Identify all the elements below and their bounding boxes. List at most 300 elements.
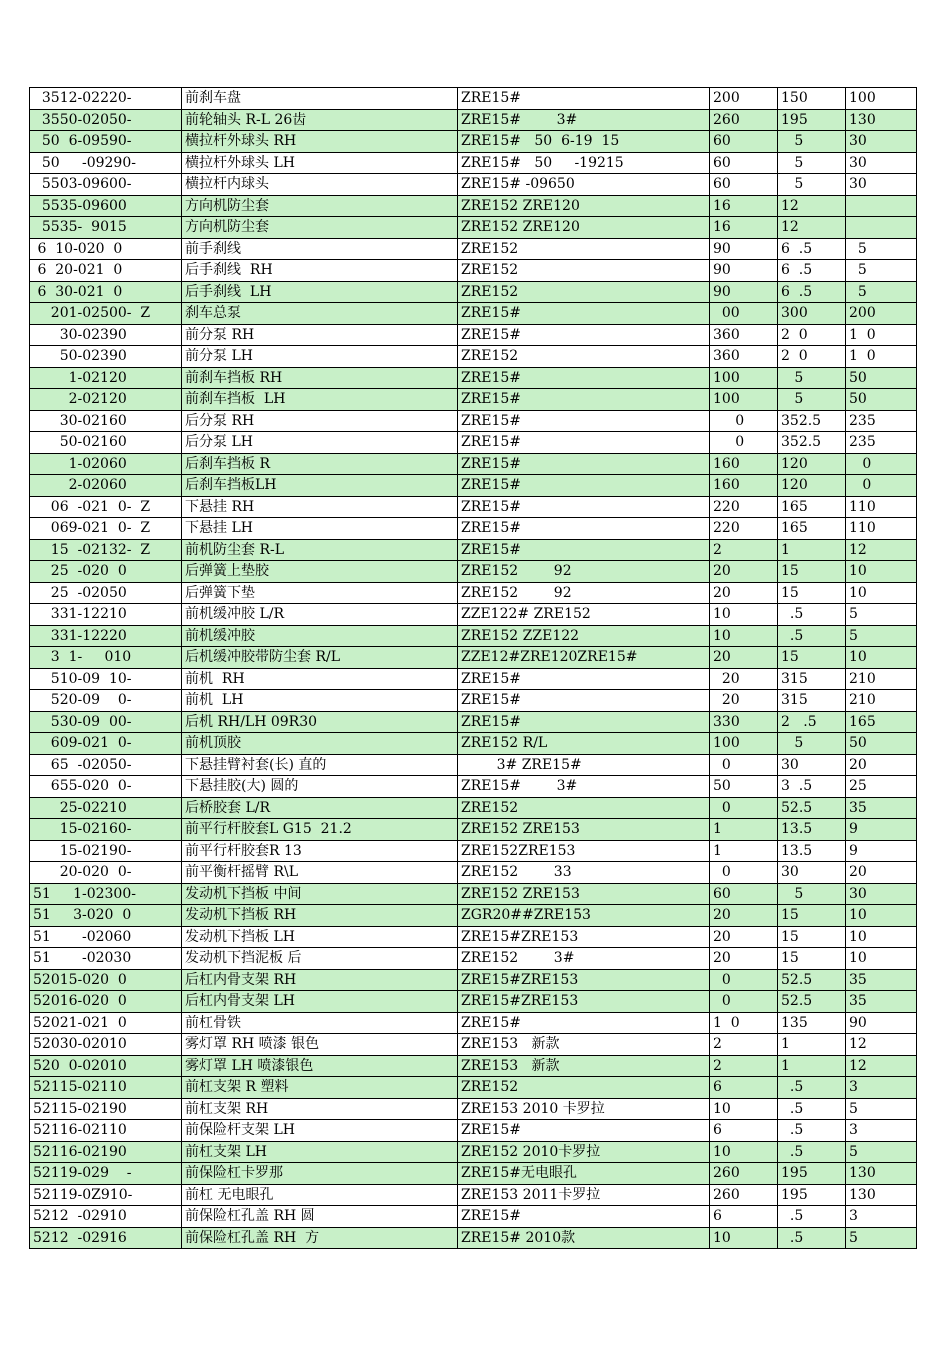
- value-3-cell: 110: [846, 518, 917, 540]
- value-3-cell: 3: [846, 1077, 917, 1099]
- value-3-cell: 10: [846, 926, 917, 948]
- value-3-cell: 10: [846, 582, 917, 604]
- table-row: [30, 905, 917, 927]
- table-row: [30, 539, 917, 561]
- part-number-cell: 5535-09600: [30, 195, 182, 217]
- table-row: [30, 88, 917, 110]
- value-3-cell: 10: [846, 561, 917, 583]
- model-cell: ZRE15#: [458, 432, 710, 454]
- part-name-cell: 后手刹线 RH: [182, 260, 458, 282]
- part-number-cell: 609-021 0-: [30, 733, 182, 755]
- value-2-cell: 315: [778, 668, 846, 690]
- value-2-cell: 15: [778, 926, 846, 948]
- value-3-cell: 50: [846, 733, 917, 755]
- value-1-cell: 260: [710, 1163, 778, 1185]
- value-1-cell: 0: [710, 969, 778, 991]
- value-3-cell: 5: [846, 260, 917, 282]
- value-2-cell: .5: [778, 1098, 846, 1120]
- part-number-cell: 5212 -02910: [30, 1206, 182, 1228]
- model-cell: ZRE15#: [458, 1012, 710, 1034]
- model-cell: ZRE15#: [458, 303, 710, 325]
- part-name-cell: 下悬挂 RH: [182, 496, 458, 518]
- value-2-cell: 352.5: [778, 432, 846, 454]
- value-2-cell: 15: [778, 647, 846, 669]
- value-3-cell: 20: [846, 862, 917, 884]
- part-name-cell: 前刹车盘: [182, 88, 458, 110]
- part-number-cell: 65 -02050-: [30, 754, 182, 776]
- value-3-cell: 35: [846, 991, 917, 1013]
- part-number-cell: 52115-02110: [30, 1077, 182, 1099]
- part-name-cell: 后弹簧上垫胶: [182, 561, 458, 583]
- part-number-cell: 5503-09600-: [30, 174, 182, 196]
- value-3-cell: 5: [846, 1227, 917, 1249]
- value-2-cell: 13.5: [778, 840, 846, 862]
- part-number-cell: 52115-02190: [30, 1098, 182, 1120]
- value-1-cell: 20: [710, 905, 778, 927]
- part-name-cell: 发动机下挡泥板 后: [182, 948, 458, 970]
- model-cell: ZRE15# 3#: [458, 776, 710, 798]
- table-row: [30, 1034, 917, 1056]
- value-3-cell: 5: [846, 1098, 917, 1120]
- part-name-cell: 前杠 无电眼孔: [182, 1184, 458, 1206]
- value-1-cell: 60: [710, 174, 778, 196]
- table-row: [30, 754, 917, 776]
- value-2-cell: .5: [778, 604, 846, 626]
- value-2-cell: 2 0: [778, 324, 846, 346]
- model-cell: ZRE15#: [458, 410, 710, 432]
- value-1-cell: 20: [710, 582, 778, 604]
- value-2-cell: .5: [778, 625, 846, 647]
- value-1-cell: 2: [710, 1034, 778, 1056]
- table-row: [30, 453, 917, 475]
- value-2-cell: .5: [778, 1141, 846, 1163]
- value-3-cell: 130: [846, 109, 917, 131]
- value-3-cell: 3: [846, 1120, 917, 1142]
- value-1-cell: 260: [710, 1184, 778, 1206]
- part-number-cell: 3512-02220-: [30, 88, 182, 110]
- part-name-cell: 雾灯罩 RH 喷漆 银色: [182, 1034, 458, 1056]
- part-name-cell: 前机缓冲胶: [182, 625, 458, 647]
- model-cell: ZRE15#: [458, 324, 710, 346]
- table-row: [30, 410, 917, 432]
- model-cell: ZRE152: [458, 260, 710, 282]
- value-2-cell: 315: [778, 690, 846, 712]
- part-number-cell: 52116-02110: [30, 1120, 182, 1142]
- part-name-cell: 横拉杆内球头: [182, 174, 458, 196]
- value-3-cell: 90: [846, 1012, 917, 1034]
- model-cell: ZRE152 ZZE122: [458, 625, 710, 647]
- value-1-cell: 90: [710, 281, 778, 303]
- value-3-cell: 5: [846, 281, 917, 303]
- part-name-cell: 刹车总泵: [182, 303, 458, 325]
- part-number-cell: 5535- 9015: [30, 217, 182, 239]
- model-cell: ZRE153 新款: [458, 1055, 710, 1077]
- part-number-cell: 530-09 00-: [30, 711, 182, 733]
- model-cell: ZRE152 ZRE153: [458, 819, 710, 841]
- parts-table: [29, 87, 917, 1249]
- value-3-cell: 5: [846, 238, 917, 260]
- part-name-cell: 后桥胶套 L/R: [182, 797, 458, 819]
- table-row: [30, 346, 917, 368]
- part-name-cell: 后机 RH/LH 09R30: [182, 711, 458, 733]
- part-number-cell: 655-020 0-: [30, 776, 182, 798]
- value-1-cell: 0: [710, 862, 778, 884]
- table-row: [30, 496, 917, 518]
- value-1-cell: 0: [710, 410, 778, 432]
- value-2-cell: 1: [778, 1034, 846, 1056]
- value-2-cell: 12: [778, 217, 846, 239]
- value-1-cell: 220: [710, 496, 778, 518]
- part-number-cell: 201-02500- Z: [30, 303, 182, 325]
- value-1-cell: 2: [710, 539, 778, 561]
- model-cell: 3# ZRE15#: [458, 754, 710, 776]
- value-2-cell: .5: [778, 1227, 846, 1249]
- value-3-cell: 235: [846, 432, 917, 454]
- value-2-cell: 30: [778, 754, 846, 776]
- table-row: [30, 303, 917, 325]
- part-number-cell: 30-02160: [30, 410, 182, 432]
- value-3-cell: 10: [846, 905, 917, 927]
- table-row: [30, 475, 917, 497]
- model-cell: ZRE152 ZRE153: [458, 883, 710, 905]
- table-row: [30, 948, 917, 970]
- model-cell: ZRE152: [458, 1077, 710, 1099]
- part-number-cell: 25-02210: [30, 797, 182, 819]
- part-number-cell: 20-020 0-: [30, 862, 182, 884]
- value-2-cell: 13.5: [778, 819, 846, 841]
- table-row: [30, 432, 917, 454]
- part-name-cell: 前杠支架 LH: [182, 1141, 458, 1163]
- part-number-cell: 30-02390: [30, 324, 182, 346]
- model-cell: ZRE152: [458, 346, 710, 368]
- value-2-cell: 352.5: [778, 410, 846, 432]
- value-1-cell: 200: [710, 88, 778, 110]
- value-1-cell: 0: [710, 797, 778, 819]
- value-3-cell: 3: [846, 1206, 917, 1228]
- value-1-cell: 1: [710, 840, 778, 862]
- value-1-cell: 2: [710, 1055, 778, 1077]
- part-number-cell: 50 -09290-: [30, 152, 182, 174]
- part-number-cell: 51 1-02300-: [30, 883, 182, 905]
- part-name-cell: 前杠支架 R 塑料: [182, 1077, 458, 1099]
- part-name-cell: 后刹车挡板LH: [182, 475, 458, 497]
- value-2-cell: 15: [778, 948, 846, 970]
- value-2-cell: 5: [778, 174, 846, 196]
- value-1-cell: 6: [710, 1206, 778, 1228]
- part-name-cell: 前轮轴头 R-L 26齿: [182, 109, 458, 131]
- part-name-cell: 下悬挂臂衬套(长) 直的: [182, 754, 458, 776]
- part-name-cell: 前机顶胶: [182, 733, 458, 755]
- value-3-cell: 235: [846, 410, 917, 432]
- value-3-cell: 35: [846, 969, 917, 991]
- value-1-cell: 360: [710, 324, 778, 346]
- value-2-cell: 15: [778, 561, 846, 583]
- model-cell: ZRE15#: [458, 711, 710, 733]
- part-number-cell: 5212 -02916: [30, 1227, 182, 1249]
- table-row: [30, 647, 917, 669]
- part-name-cell: 雾灯罩 LH 喷漆银色: [182, 1055, 458, 1077]
- table-row: [30, 991, 917, 1013]
- model-cell: ZRE15#: [458, 518, 710, 540]
- part-name-cell: 方向机防尘套: [182, 195, 458, 217]
- value-2-cell: 5: [778, 733, 846, 755]
- part-name-cell: 下悬挂胶(大) 圆的: [182, 776, 458, 798]
- part-number-cell: 52016-020 0: [30, 991, 182, 1013]
- value-1-cell: 100: [710, 733, 778, 755]
- value-1-cell: 60: [710, 883, 778, 905]
- table-row: [30, 131, 917, 153]
- model-cell: ZRE15# 50 -19215: [458, 152, 710, 174]
- model-cell: ZRE153 新款: [458, 1034, 710, 1056]
- model-cell: ZRE153 2011卡罗拉: [458, 1184, 710, 1206]
- value-1-cell: 90: [710, 260, 778, 282]
- value-3-cell: 10: [846, 948, 917, 970]
- part-number-cell: 510-09 10-: [30, 668, 182, 690]
- value-2-cell: 6 .5: [778, 281, 846, 303]
- part-name-cell: 前刹车挡板 LH: [182, 389, 458, 411]
- value-1-cell: 260: [710, 109, 778, 131]
- value-2-cell: 5: [778, 367, 846, 389]
- value-2-cell: 195: [778, 1163, 846, 1185]
- part-number-cell: 15-02160-: [30, 819, 182, 841]
- part-name-cell: 前机缓冲胶 L/R: [182, 604, 458, 626]
- table-row: [30, 324, 917, 346]
- table-row: [30, 883, 917, 905]
- value-2-cell: .5: [778, 1077, 846, 1099]
- value-2-cell: 300: [778, 303, 846, 325]
- model-cell: ZRE152 2010卡罗拉: [458, 1141, 710, 1163]
- part-number-cell: 520 0-02010: [30, 1055, 182, 1077]
- value-3-cell: 25: [846, 776, 917, 798]
- model-cell: ZRE15#: [458, 475, 710, 497]
- model-cell: ZRE153 2010 卡罗拉: [458, 1098, 710, 1120]
- table-row: [30, 561, 917, 583]
- table-row: [30, 367, 917, 389]
- value-1-cell: 0: [710, 991, 778, 1013]
- table-row: [30, 797, 917, 819]
- value-1-cell: 10: [710, 1141, 778, 1163]
- part-name-cell: 前机 RH: [182, 668, 458, 690]
- model-cell: ZRE15#: [458, 88, 710, 110]
- table-row: [30, 518, 917, 540]
- value-1-cell: 360: [710, 346, 778, 368]
- part-name-cell: 方向机防尘套: [182, 217, 458, 239]
- value-3-cell: 5: [846, 625, 917, 647]
- model-cell: ZRE15# 3#: [458, 109, 710, 131]
- part-name-cell: 前分泵 RH: [182, 324, 458, 346]
- table-row: [30, 969, 917, 991]
- value-1-cell: 160: [710, 453, 778, 475]
- table-row: [30, 582, 917, 604]
- part-name-cell: 发动机下挡板 LH: [182, 926, 458, 948]
- part-number-cell: 15 -02132- Z: [30, 539, 182, 561]
- part-name-cell: 后杠内骨支架 RH: [182, 969, 458, 991]
- part-number-cell: 3 1- 010: [30, 647, 182, 669]
- model-cell: ZRE15#: [458, 690, 710, 712]
- value-3-cell: 30: [846, 152, 917, 174]
- value-3-cell: 30: [846, 131, 917, 153]
- table-row: [30, 1206, 917, 1228]
- value-3-cell: 35: [846, 797, 917, 819]
- part-name-cell: 前机防尘套 R-L: [182, 539, 458, 561]
- value-3-cell: 12: [846, 1055, 917, 1077]
- value-1-cell: 50: [710, 776, 778, 798]
- value-2-cell: 52.5: [778, 969, 846, 991]
- model-cell: ZRE152 ZRE120: [458, 217, 710, 239]
- part-number-cell: 25 -02050: [30, 582, 182, 604]
- value-2-cell: 5: [778, 131, 846, 153]
- model-cell: ZRE15#: [458, 539, 710, 561]
- value-1-cell: 1 0: [710, 1012, 778, 1034]
- value-2-cell: .5: [778, 1206, 846, 1228]
- table-row: [30, 281, 917, 303]
- model-cell: ZRE15#ZRE153: [458, 991, 710, 1013]
- model-cell: ZRE15#: [458, 1206, 710, 1228]
- part-number-cell: 3550-02050-: [30, 109, 182, 131]
- part-name-cell: 前保险杠孔盖 RH 圆: [182, 1206, 458, 1228]
- value-1-cell: 00: [710, 303, 778, 325]
- part-number-cell: 2-02060: [30, 475, 182, 497]
- part-name-cell: 前平行杆胶套L G15 21.2: [182, 819, 458, 841]
- table-row: [30, 819, 917, 841]
- value-3-cell: 130: [846, 1163, 917, 1185]
- model-cell: ZRE152 92: [458, 561, 710, 583]
- table-row: [30, 690, 917, 712]
- table-row: [30, 1098, 917, 1120]
- value-2-cell: 15: [778, 582, 846, 604]
- model-cell: ZRE152ZRE153: [458, 840, 710, 862]
- part-number-cell: 50-02390: [30, 346, 182, 368]
- value-3-cell: 0: [846, 475, 917, 497]
- part-name-cell: 前分泵 LH: [182, 346, 458, 368]
- value-2-cell: 1: [778, 539, 846, 561]
- model-cell: ZRE15#无电眼孔: [458, 1163, 710, 1185]
- value-1-cell: 10: [710, 604, 778, 626]
- value-3-cell: 165: [846, 711, 917, 733]
- model-cell: ZRE15# 2010款: [458, 1227, 710, 1249]
- part-number-cell: 6 20-021 0: [30, 260, 182, 282]
- value-1-cell: 100: [710, 389, 778, 411]
- part-number-cell: 15-02190-: [30, 840, 182, 862]
- model-cell: ZGR20##ZRE153: [458, 905, 710, 927]
- part-name-cell: 前平行杆胶套R 13: [182, 840, 458, 862]
- value-2-cell: 30: [778, 862, 846, 884]
- value-2-cell: 12: [778, 195, 846, 217]
- value-2-cell: 52.5: [778, 797, 846, 819]
- model-cell: ZRE152: [458, 281, 710, 303]
- part-name-cell: 发动机下挡板 RH: [182, 905, 458, 927]
- value-2-cell: 6 .5: [778, 238, 846, 260]
- value-3-cell: 200: [846, 303, 917, 325]
- part-number-cell: 25 -020 0: [30, 561, 182, 583]
- value-1-cell: 90: [710, 238, 778, 260]
- value-2-cell: 2 0: [778, 346, 846, 368]
- part-number-cell: 520-09 0-: [30, 690, 182, 712]
- table-row: [30, 1184, 917, 1206]
- table-row: [30, 1227, 917, 1249]
- value-3-cell: 30: [846, 883, 917, 905]
- part-number-cell: 331-12210: [30, 604, 182, 626]
- table-row: [30, 1120, 917, 1142]
- value-2-cell: 165: [778, 518, 846, 540]
- value-3-cell: 50: [846, 389, 917, 411]
- part-number-cell: 51 3-020 0: [30, 905, 182, 927]
- value-2-cell: 6 .5: [778, 260, 846, 282]
- value-2-cell: 2 .5: [778, 711, 846, 733]
- part-name-cell: 横拉杆外球头 RH: [182, 131, 458, 153]
- value-2-cell: 120: [778, 453, 846, 475]
- part-name-cell: 前保险杠孔盖 RH 方: [182, 1227, 458, 1249]
- value-1-cell: 100: [710, 367, 778, 389]
- model-cell: ZRE15#: [458, 367, 710, 389]
- model-cell: ZRE152 3#: [458, 948, 710, 970]
- part-number-cell: 50-02160: [30, 432, 182, 454]
- part-number-cell: 069-021 0- Z: [30, 518, 182, 540]
- table-row: [30, 668, 917, 690]
- value-1-cell: 60: [710, 152, 778, 174]
- value-1-cell: 10: [710, 625, 778, 647]
- table-row: [30, 862, 917, 884]
- part-name-cell: 后杠内骨支架 LH: [182, 991, 458, 1013]
- table-row: [30, 238, 917, 260]
- part-name-cell: 前杠骨铁: [182, 1012, 458, 1034]
- part-name-cell: 前保险杠卡罗那: [182, 1163, 458, 1185]
- value-3-cell: 5: [846, 604, 917, 626]
- model-cell: ZRE152: [458, 797, 710, 819]
- value-3-cell: 50: [846, 367, 917, 389]
- value-3-cell: 12: [846, 539, 917, 561]
- value-1-cell: 0: [710, 754, 778, 776]
- model-cell: ZRE15#: [458, 453, 710, 475]
- table-row: [30, 625, 917, 647]
- table-row: [30, 840, 917, 862]
- value-1-cell: 20: [710, 926, 778, 948]
- part-number-cell: 51 -02060: [30, 926, 182, 948]
- table-row: [30, 776, 917, 798]
- part-name-cell: 前手刹线: [182, 238, 458, 260]
- value-2-cell: 195: [778, 109, 846, 131]
- value-2-cell: 150: [778, 88, 846, 110]
- part-name-cell: 发动机下挡板 中间: [182, 883, 458, 905]
- value-3-cell: 130: [846, 1184, 917, 1206]
- value-3-cell: 9: [846, 819, 917, 841]
- part-name-cell: 后分泵 LH: [182, 432, 458, 454]
- part-name-cell: 后机缓冲胶带防尘套 R/L: [182, 647, 458, 669]
- table-row: [30, 1077, 917, 1099]
- part-name-cell: 前保险杆支架 LH: [182, 1120, 458, 1142]
- table-row: [30, 1163, 917, 1185]
- value-2-cell: 52.5: [778, 991, 846, 1013]
- part-number-cell: 50 6-09590-: [30, 131, 182, 153]
- value-2-cell: 5: [778, 152, 846, 174]
- value-2-cell: 3 .5: [778, 776, 846, 798]
- value-2-cell: 5: [778, 389, 846, 411]
- table-row: [30, 152, 917, 174]
- value-2-cell: .5: [778, 1120, 846, 1142]
- value-3-cell: 0: [846, 453, 917, 475]
- value-1-cell: 20: [710, 647, 778, 669]
- value-1-cell: 10: [710, 1098, 778, 1120]
- value-3-cell: 20: [846, 754, 917, 776]
- model-cell: ZRE15# -09650: [458, 174, 710, 196]
- value-3-cell: 9: [846, 840, 917, 862]
- part-name-cell: 后分泵 RH: [182, 410, 458, 432]
- model-cell: ZRE152 33: [458, 862, 710, 884]
- value-1-cell: 6: [710, 1120, 778, 1142]
- value-3-cell: 100: [846, 88, 917, 110]
- part-name-cell: 横拉杆外球头 LH: [182, 152, 458, 174]
- value-1-cell: 1: [710, 819, 778, 841]
